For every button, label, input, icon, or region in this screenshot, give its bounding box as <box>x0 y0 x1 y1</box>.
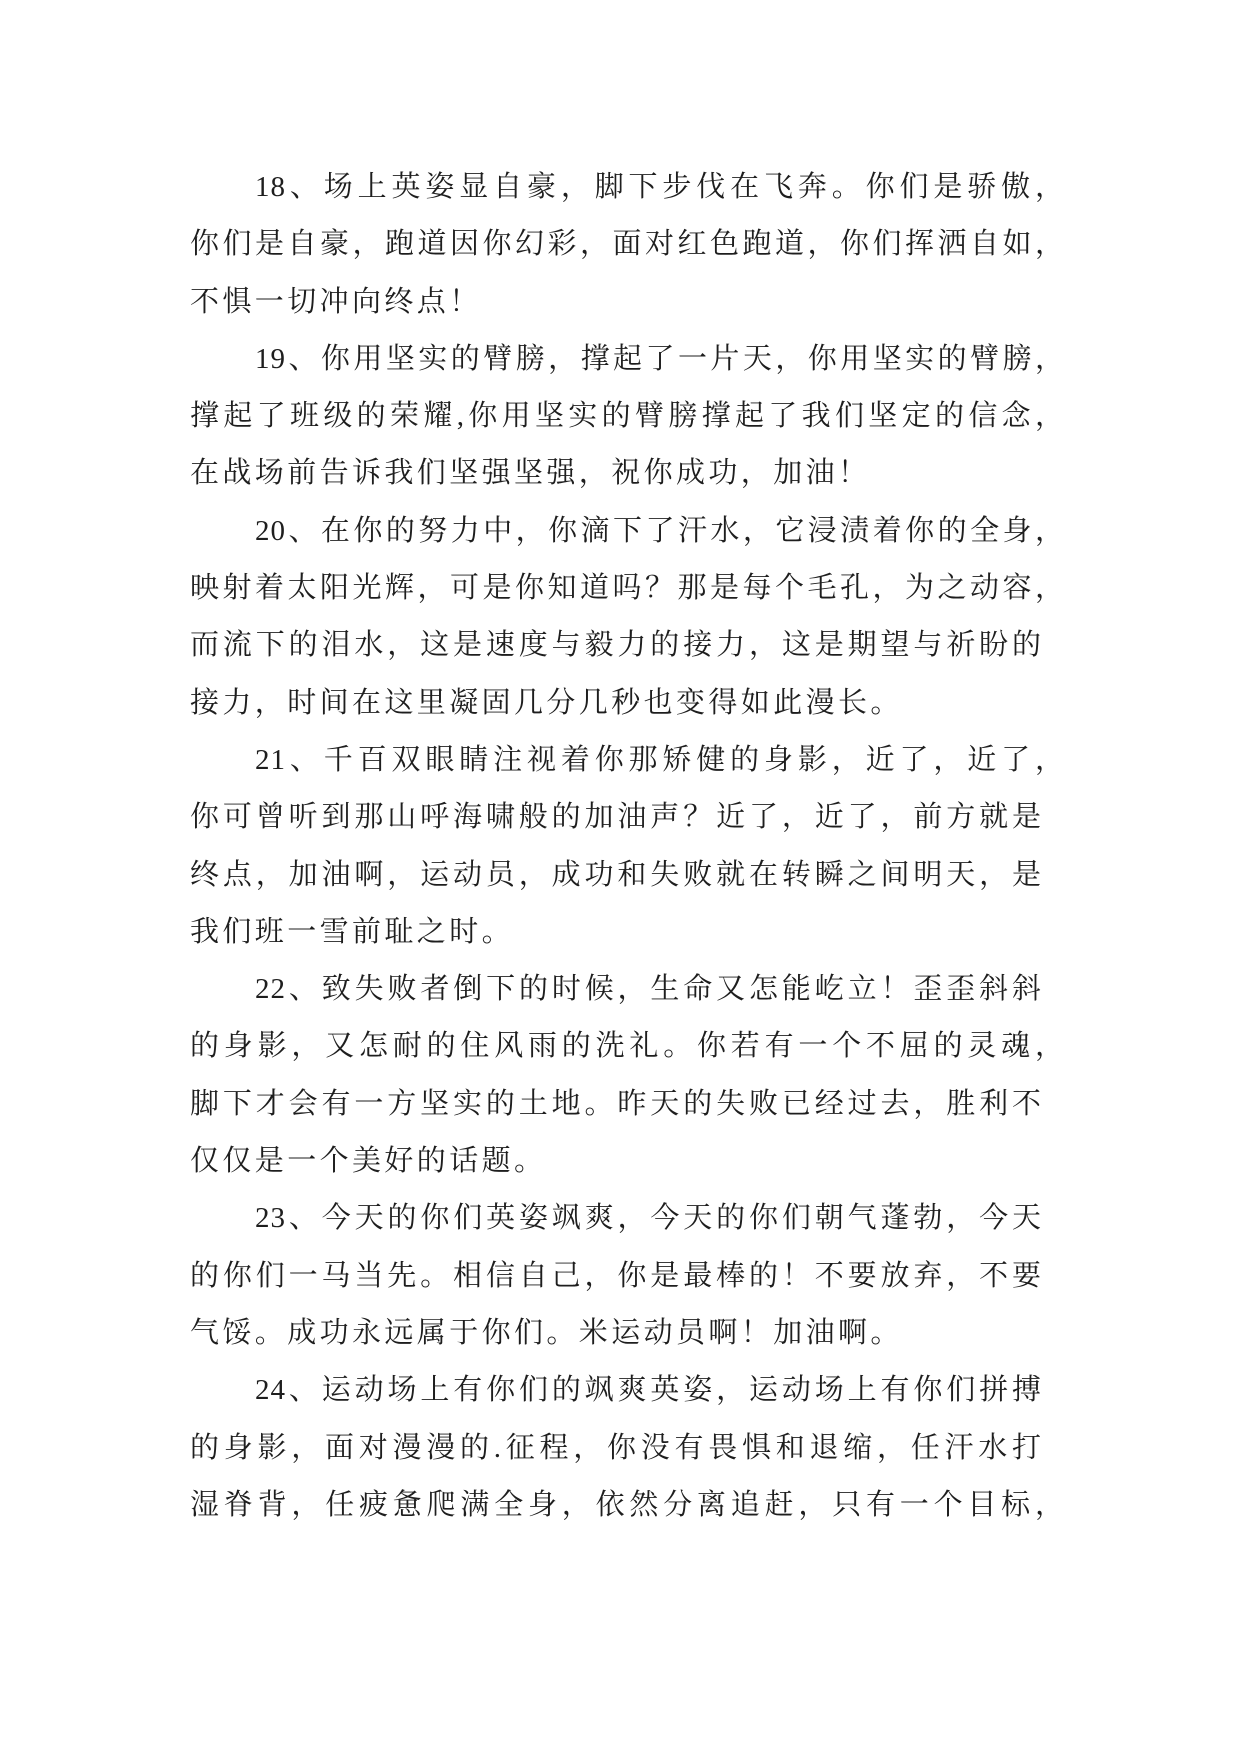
paragraph-23 <box>190 1190 1065 1362</box>
paragraph-24-line-3: 湿脊背，任疲惫爬满全身，依然分离追赶，只有一个目标， <box>190 1488 1065 1521</box>
paragraph-20-line-1: 20、在你的努力中，你滴下了汗水，它浸渍着你的全身， <box>255 514 1065 547</box>
paragraph-23-line-3: 气馁。成功永远属于你们。米运动员啊！加油啊。 <box>190 1316 903 1349</box>
paragraph-22 <box>190 961 1065 1190</box>
paragraph-18-line-1: 18、场上英姿显自豪，脚下步伐在飞奔。你们是骄傲， <box>255 171 1065 203</box>
paragraph-19-line-2: 撑起了班级的荣耀,你用坚实的臂膀撑起了我们坚定的信念， <box>190 400 1065 433</box>
paragraph-20-line-3: 而流下的泪水，这是速度与毅力的接力，这是期望与祈盼的 <box>190 629 1042 662</box>
paragraph-19 <box>190 331 1065 503</box>
paragraph-23-line-1: 23、今天的你们英姿飒爽，今天的你们朝气蓬勃，今天 <box>255 1202 1042 1235</box>
paragraph-23-line-2: 的你们一马当先。相信自己，你是最棒的！不要放弃，不要 <box>190 1259 1042 1292</box>
document-body <box>190 159 1065 1534</box>
paragraph-22-line-3: 脚下才会有一方坚实的土地。昨天的失败已经过去，胜利不 <box>190 1087 1042 1120</box>
paragraph-18 <box>190 159 1065 331</box>
paragraph-24 <box>190 1362 1065 1534</box>
paragraph-20-line-2: 映射着太阳光辉，可是你知道吗？那是每个毛孔，为之动容， <box>190 572 1065 605</box>
paragraph-21-line-1: 21、千百双眼睛注视着你那矫健的身影，近了，近了， <box>255 743 1065 776</box>
paragraph-24-line-2: 的身影，面对漫漫的.征程，你没有畏惧和退缩，任汗水打 <box>190 1431 1042 1464</box>
paragraph-18-line-2: 你们是自豪，跑道因你幻彩，面对红色跑道，你们挥洒自如， <box>190 228 1065 261</box>
paragraph-21-line-2: 你可曾听到那山呼海啸般的加油声？近了，近了，前方就是 <box>190 801 1042 834</box>
paragraph-24-line-1: 24、运动场上有你们的飒爽英姿，运动场上有你们拼搏 <box>255 1374 1042 1407</box>
paragraph-19-line-1: 19、你用坚实的臂膀，撑起了一片天，你用坚实的臂膀， <box>255 342 1065 375</box>
paragraph-22-line-4: 仅仅是一个美好的话题。 <box>190 1145 547 1178</box>
paragraph-20-line-4: 接力，时间在这里凝固几分几秒也变得如此漫长。 <box>190 686 903 719</box>
paragraph-22-line-1: 22、致失败者倒下的时候，生命又怎能屹立！歪歪斜斜 <box>255 973 1042 1006</box>
paragraph-21-line-4: 我们班一雪前耻之时。 <box>190 915 515 948</box>
paragraph-19-line-3: 在战场前告诉我们坚强坚强，祝你成功，加油！ <box>190 457 871 490</box>
paragraph-20 <box>190 503 1065 732</box>
paragraph-21-line-3: 终点，加油啊，运动员，成功和失败就在转瞬之间明天，是 <box>190 858 1042 891</box>
paragraph-22-line-2: 的身影，又怎耐的住风雨的洗礼。你若有一个不屈的灵魂， <box>190 1030 1065 1063</box>
paragraph-18-line-3: 不惧一切冲向终点！ <box>190 285 482 318</box>
paragraph-21 <box>190 732 1065 961</box>
